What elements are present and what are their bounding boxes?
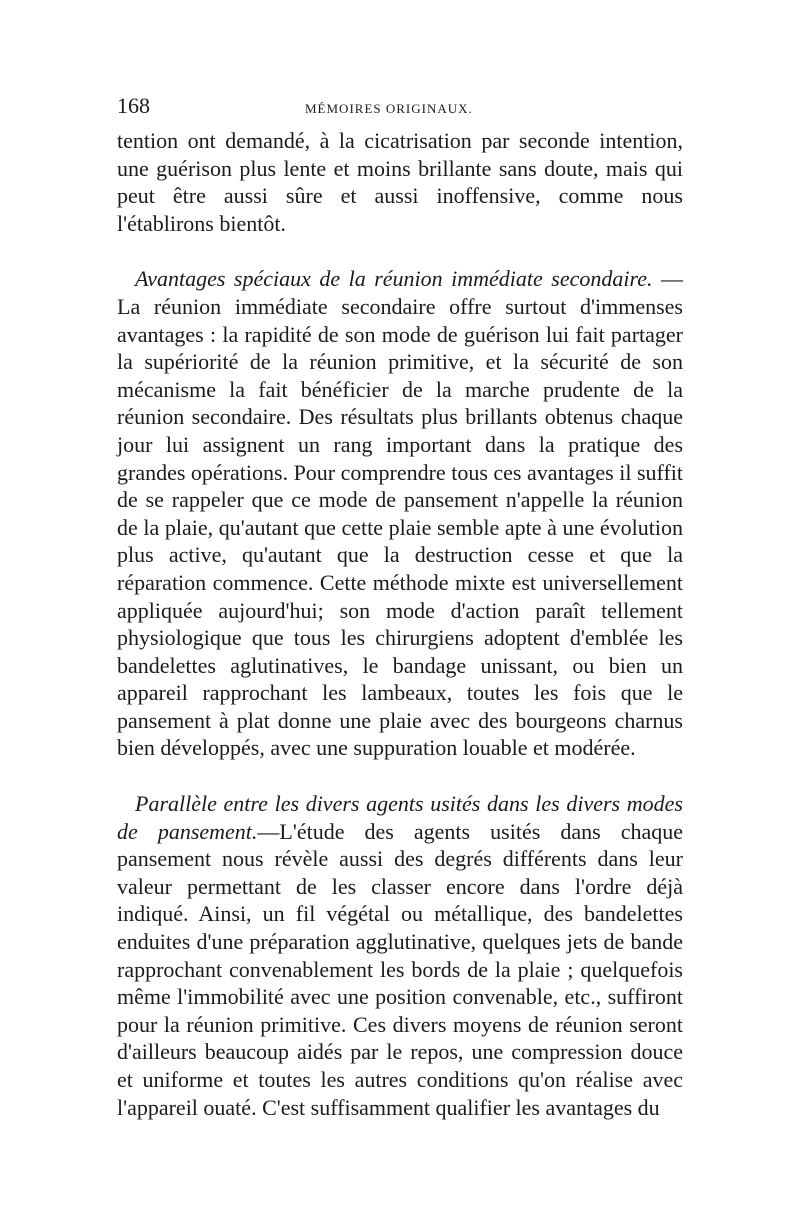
book-page (117, 93, 683, 1121)
paragraph-avantages (117, 265, 683, 762)
running-head (117, 93, 683, 127)
section-lead-heading: Parallèle entre les divers agents usités dans les divers modes de pansement. (117, 791, 683, 844)
paragraph-spacer (117, 237, 683, 265)
paragraph-text: tention ont demandé, à la cicatrisation par seconde intention, une guérison plus lente et moins brillante sans doute, mais qui peut être aussi sûre et aussi inoffensive, comme nous l'établirons bientôt. (117, 128, 683, 236)
page-number: 168 (117, 93, 150, 118)
paragraph-spacer (117, 762, 683, 790)
paragraph-text: —L'étude des agents usités dans chaque pansement nous révèle aussi des degrés différents dans leur valeur permettant de les classer encore dans l'ordre déjà indiqué. Ainsi, un fil végétal ou métallique, des bandelettes enduites d'une préparation agglutinative, quelques jets de bande rapprochant convenablement les bords de la plaie ; quelquefois même l'immobilité avec une position convenable, etc., suffiront pour la réunion primitive. Ces divers moyens de réunion seront d'ailleurs beaucoup aidés par le repos, une compression douce et uniforme et toutes les autres conditions qu'on réalise avec l'appareil ouaté. C'est suffisamment qualifier les avantages du (117, 818, 684, 1120)
paragraph-continuation (117, 127, 683, 237)
paragraph-parallele (117, 790, 683, 1121)
section-lead-heading: Avantages spéciaux de la réunion immédiate secondaire. (135, 266, 653, 292)
paragraph-text: — La réunion immédiate secondaire offre surtout d'immenses avantages : la rapidité de son mode de guérison lui fait partager la supériorité de la réunion primitive, et la sécurité de son mécanisme la fait bénéficier de la marche prudente de la réunion secondaire. Des résultats plus brillants obtenus chaque jour lui assignent un rang important dans la pratique des grandes opérations. Pour comprendre tous ces avantages il suffit de se rappeler que ce mode de pansement n'appelle la réunion de la plaie, qu'autant que cette plaie semble apte à une évolution plus active, qu'autant que la destruction cesse et que la réparation commence. Cette méthode mixte est universellement appliquée aujourd'hui; son mode d'action paraît tellement physiologique que tous les chirurgiens adoptent d'emblée les bandelettes aglutinatives, le bandage unissant, ou bien un appareil rapprochant les lambeaux, toutes les fois que le pansement à plat donne une plaie avec des bourgeons charnus bien développés, avec une suppuration louable et modérée. (117, 266, 683, 761)
running-title: MÉMOIRES ORIGINAUX. (305, 101, 473, 116)
